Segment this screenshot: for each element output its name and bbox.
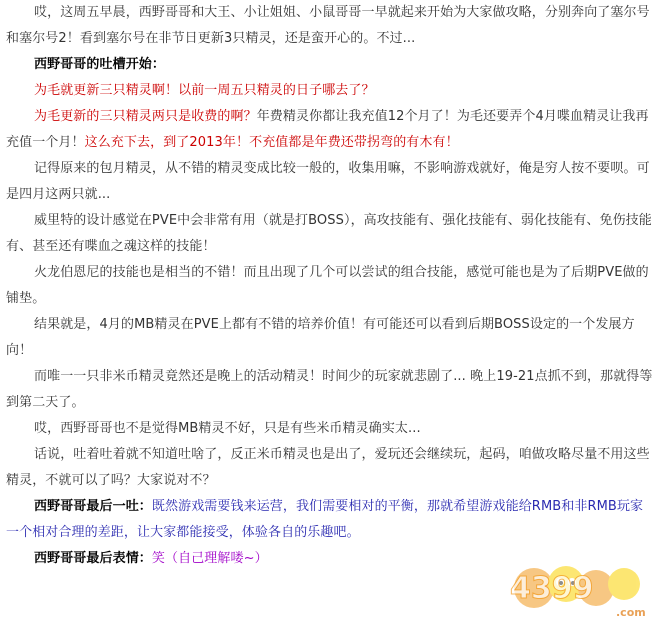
complaint-2-red-b: 这么充下去，到了2013年！不充值都是年费还带拐弯的有木有！ (84, 135, 459, 150)
paragraph-last-rant (6, 494, 654, 546)
paragraph-complaint-2 (6, 104, 654, 156)
paragraph-monthly-pets: 记得原来的包月精灵，从不错的精灵变成比较一般的，收集用嘛，不影响游戏就好，俺是穷人按不要呗。可是四月这两只就... (6, 161, 650, 202)
last-rant-label: 西野哥哥最后一吐： (34, 499, 152, 514)
paragraph-huolong: 火龙伯恩尼的技能也是相当的不错！而且出现了几个可以尝试的组合技能，感觉可能也是为了后期PVE做的铺垫。 (6, 265, 649, 306)
paragraph-conclusion: 话说，吐着吐着就不知道吐啥了，反正米币精灵也是出了，爱玩还会继续玩，起码，咱做攻略尽量不用这些精灵，不就可以了吗？大家说对不？ (6, 447, 650, 488)
logo-text: 4399 (510, 571, 594, 606)
paragraph-weilite: 威里特的设计感觉在PVE中会非常有用（就是打BOSS），高攻技能有、强化技能有、弱化技能有、免伤技能有、甚至还有喋血之魂这样的技能！ (6, 213, 652, 254)
complaint-2-plain: 年费精灵你都让我充值12个月了！为毛还要弄个4月喋血精灵让我再充值一个月！ (6, 109, 649, 150)
last-rant-text: 既然游戏需要钱来运营，我们需要相对的平衡，那就希望游戏能给RMB和非RMB玩家一个相对合理的差距，让大家都能接受，体验各自的乐趣吧。 (6, 499, 644, 540)
logo-suffix: .com (616, 606, 646, 619)
logo-disc-4 (608, 568, 640, 600)
paragraph-sigh: 哎，西野哥哥也不是觉得MB精灵不好，只是有些米币精灵确实太... (34, 421, 421, 436)
paragraph-event-pet: 而唯一一只非米币精灵竟然还是晚上的活动精灵！时间少的玩家就悲剧了... 晚上19-21点抓不到，那就得等到第二天了。 (6, 369, 653, 410)
site-logo-watermark (504, 554, 654, 624)
paragraph-intro: 哎，这周五早晨，西野哥哥和大王、小让姐姐、小鼠哥哥一早就起来开始为大家做攻略，分别奔向了塞尔号和塞尔号2！看到塞尔号在非节日更新3只精灵，还是蛮开心的。不过... (6, 5, 650, 46)
last-face-label: 西野哥哥最后表情： (34, 551, 152, 566)
last-face-text: 笑（自己理解喽~） (151, 551, 268, 566)
section-heading: 西野哥哥的吐槽开始： (34, 57, 166, 72)
paragraph-complaint-1: 为毛就更新三只精灵啊！以前一周五只精灵的日子哪去了？ (34, 83, 375, 98)
paragraph-result: 结果就是，4月的MB精灵在PVE上都有不错的培养价值！有可能还可以看到后期BOSS设定的一个发展方向！ (6, 317, 635, 358)
complaint-2-red-a: 为毛更新的三只精灵两只是收费的啊？ (34, 109, 257, 124)
